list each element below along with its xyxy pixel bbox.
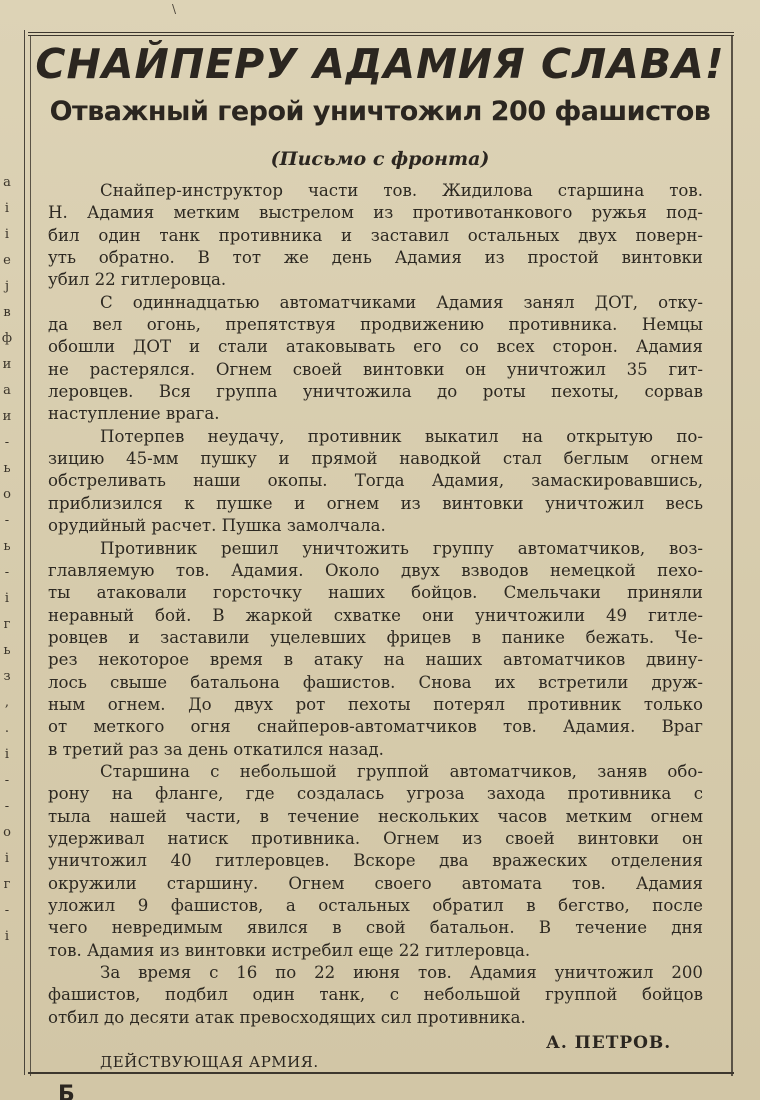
margin-fragment: - xyxy=(4,513,10,528)
margin-fragment: - xyxy=(4,565,10,580)
article-line: ты атаковали горсточку наших бойцов. Смельчаки приняли xyxy=(48,583,703,603)
article-line: чего невредимым явился в свой батальон. В течение дня xyxy=(48,918,703,938)
article-line: ным огнем. До двух рот пехоты потерял противник только xyxy=(48,694,703,714)
margin-fragment: і xyxy=(4,591,10,606)
article-line: С одиннадцатью автоматчиками Адамия занял ДОТ, отку- xyxy=(100,292,703,312)
article-line: Потерпев неудачу, противник выкатил на открытую по- xyxy=(100,426,703,446)
margin-fragment: - xyxy=(4,773,10,788)
subheadline: Отважный герой уничтожил 200 фашистов xyxy=(49,96,711,127)
margin-fragment: і xyxy=(4,201,10,216)
margin-fragment: ј xyxy=(4,279,10,294)
article-line: приблизился к пушке и огнем из винтовки уничтожил весь xyxy=(48,493,703,513)
article-line: обстреливать наши окопы. Тогда Адамия, замаскировавшись, xyxy=(48,471,703,491)
margin-fragment: ф xyxy=(1,331,13,346)
article-line: отбил до десяти атак превосходящих сил противника. xyxy=(48,1007,526,1027)
article-line: фашистов, подбил один танк, с небольшой группой бойцов xyxy=(48,985,703,1005)
margin-fragment: и xyxy=(2,409,12,424)
margin-fragment: і xyxy=(4,929,10,944)
article-line: лось свыше батальона фашистов. Снова их встретили друж- xyxy=(48,672,703,692)
article-line: не растерялся. Огнем своей винтовки он уничтожил 35 гит- xyxy=(48,359,703,379)
article-body xyxy=(48,180,703,1029)
article-line: уничтожил 40 гитлеровцев. Вскоре два вражеских отделения xyxy=(48,851,703,871)
article-line: Противник решил уничтожить группу автоматчиков, воз- xyxy=(100,538,703,558)
margin-fragment: . xyxy=(4,721,10,736)
margin-fragment: а xyxy=(3,175,11,190)
headline: СНАЙПЕРУ АДАМИЯ СЛАВА! xyxy=(35,40,725,88)
article-line: рез некоторое время в атаку на наших автоматчиков двину- xyxy=(48,650,703,670)
article-line: зицию 45-мм пушку и прямой наводкой стал беглым огнем xyxy=(48,449,703,469)
article-line: уть обратно. В тот же день Адамия из простой винтовки xyxy=(48,248,703,268)
article-line: окружили старшину. Огнем своего автомата тов. Адамия xyxy=(48,873,703,893)
article-line: в третий раз за день откатился назад. xyxy=(48,739,384,759)
article-line: главляемую тов. Адамия. Около двух взводов немецкой пехо- xyxy=(48,560,703,580)
article-line: Снайпер-инструктор части тов. Жидилова старшина тов. xyxy=(100,181,703,200)
margin-fragment: о xyxy=(3,487,11,502)
article-line: от меткого огня снайперов-автоматчиков тов. Адамия. Враг xyxy=(48,717,703,737)
margin-fragment: ь xyxy=(3,461,11,476)
margin-fragment: - xyxy=(4,799,10,814)
article-line: удерживал натиск противника. Огнем из своей винтовки он xyxy=(48,828,703,848)
article-line: тыла нашей части, в течение нескольких часов метким огнем xyxy=(48,806,703,826)
column-divider-left xyxy=(24,30,25,1075)
article-line: наступление врага. xyxy=(48,404,220,424)
margin-fragment: е xyxy=(3,253,11,268)
margin-fragment: и xyxy=(2,357,12,372)
margin-fragment: о xyxy=(3,825,11,840)
article-line: орудийный расчет. Пушка замолчала. xyxy=(48,516,386,536)
margin-fragment: в xyxy=(3,305,11,320)
margin-fragment: з xyxy=(3,669,11,684)
margin-fragment: - xyxy=(4,435,10,450)
left-column-fragment xyxy=(0,170,14,1070)
article-line: тов. Адамия из винтовки истребил еще 22 гитлеровца. xyxy=(48,940,531,960)
margin-fragment: а xyxy=(3,383,11,398)
article-line: ровцев и заставили уцелевших фрицев в панике бежать. Че- xyxy=(48,627,703,647)
article-line: обошли ДОТ и стали атаковывать его со всех сторон. Адамия xyxy=(48,337,703,357)
bottom-border-rule xyxy=(28,1072,734,1077)
article-line: бил один танк противника и заставил остальных двух поверн- xyxy=(48,225,703,245)
article-line: убил 22 гитлеровца. xyxy=(48,270,227,290)
next-article-fragment: Б xyxy=(58,1082,75,1100)
margin-fragment: і xyxy=(4,747,10,762)
margin-fragment: ь xyxy=(3,643,11,658)
dateline: ДЕЙСТВУЮЩАЯ АРМИЯ. xyxy=(100,1053,319,1071)
margin-fragment: , xyxy=(4,695,10,710)
article-line: уложил 9 фашистов, а остальных обратил в бегство, после xyxy=(48,896,703,915)
margin-fragment: г xyxy=(3,877,11,892)
article-line: За время с 16 по 22 июня тов. Адамия уничтожил 200 xyxy=(100,963,703,983)
margin-fragment: г xyxy=(3,617,11,632)
article-line: рону на фланге, где создалась угроза захода противника с xyxy=(48,784,703,804)
margin-fragment: і xyxy=(4,851,10,866)
article-line: неравный бой. В жаркой схватке они уничтожили 49 гитле- xyxy=(48,605,703,625)
margin-fragment: ь xyxy=(3,539,11,554)
article-line: Н. Адамия метким выстрелом из противотанкового ружья под- xyxy=(48,203,703,223)
article-line: Старшина с небольшой группой автоматчиков, заняв обо- xyxy=(100,761,703,781)
margin-fragment: і xyxy=(4,227,10,242)
margin-fragment: - xyxy=(4,903,10,918)
kicker-letter-from-front: (Письмо с фронта) xyxy=(270,148,490,170)
article-line: да вел огонь, препятствуя продвижению противника. Немцы xyxy=(48,315,703,335)
author-signature: А. ПЕТРОВ. xyxy=(546,1033,672,1053)
top-margin-mark: \ xyxy=(172,2,177,16)
article-line: леровцев. Вся группа уничтожила до роты пехоты, сорвав xyxy=(48,382,703,402)
